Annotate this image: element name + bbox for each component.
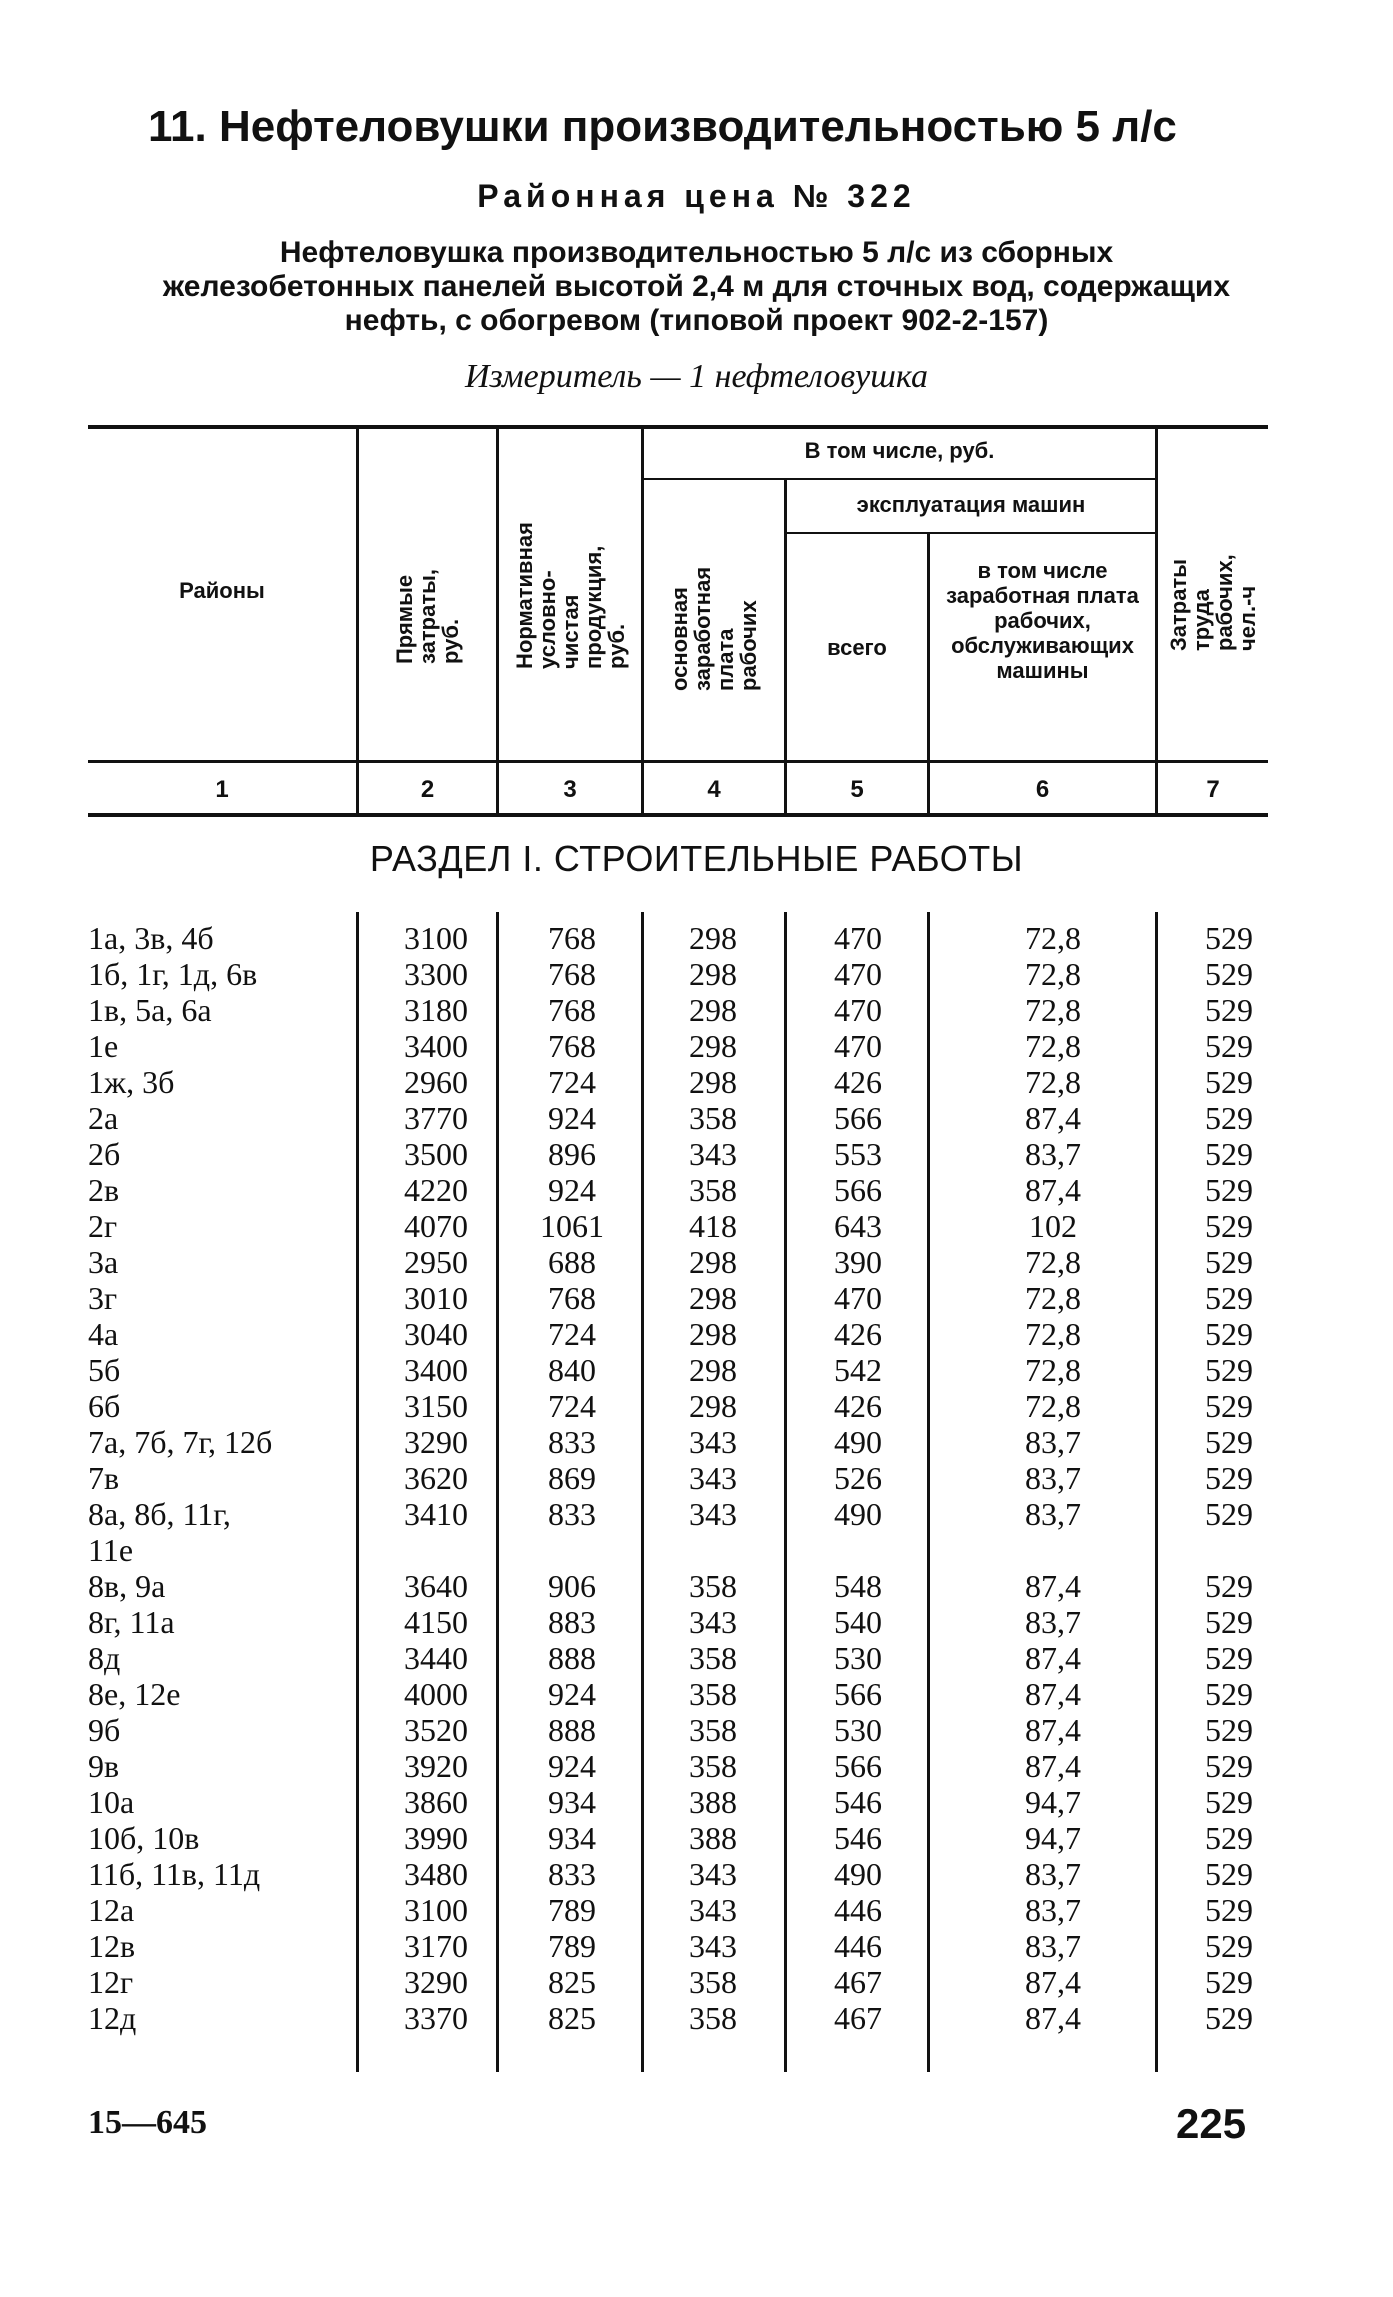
cell-direct-costs: 2950 <box>404 1244 468 1280</box>
table-row <box>88 1208 1268 1244</box>
cell-base-wage: 298 <box>689 1388 737 1424</box>
cell-base-wage: 358 <box>689 1712 737 1748</box>
cell-normative: 789 <box>548 1892 596 1928</box>
table-row <box>88 1604 1268 1640</box>
cell-labor: 529 <box>1205 1676 1253 1712</box>
table-row <box>88 920 1268 956</box>
cell-regions: 8д <box>88 1640 121 1676</box>
table-row <box>88 1712 1268 1748</box>
table-row <box>88 1568 1268 1604</box>
cell-regions: 12в <box>88 1928 136 1964</box>
cell-base-wage: 343 <box>689 1136 737 1172</box>
cell-machine-wage: 72,8 <box>1025 1316 1081 1352</box>
table-row <box>88 1064 1268 1100</box>
cell-labor: 529 <box>1205 1496 1253 1532</box>
cell-machine-total: 470 <box>834 956 882 992</box>
cell-regions: 12а <box>88 1892 135 1928</box>
cell-normative: 724 <box>548 1316 596 1352</box>
cell-direct-costs: 3480 <box>404 1856 468 1892</box>
cell-regions: 1б, 1г, 1д, 6в <box>88 956 258 992</box>
cell-regions: 1а, 3в, 4б <box>88 920 214 956</box>
header-machine-total: всего <box>827 635 887 660</box>
item-description <box>80 236 1313 338</box>
header-including: В том числе, руб. <box>804 438 995 463</box>
cell-machine-total: 530 <box>834 1640 882 1676</box>
cell-machine-wage: 72,8 <box>1025 1028 1081 1064</box>
cell-labor: 529 <box>1205 920 1253 956</box>
cell-normative: 924 <box>548 1748 596 1784</box>
cell-machine-wage: 83,7 <box>1025 1136 1081 1172</box>
table-row <box>88 1820 1268 1856</box>
cell-regions: 3а <box>88 1244 119 1280</box>
cell-normative: 934 <box>548 1820 596 1856</box>
cell-machine-total: 542 <box>834 1352 882 1388</box>
cell-machine-total: 426 <box>834 1316 882 1352</box>
cell-machine-total: 546 <box>834 1820 882 1856</box>
number-row-rule <box>88 813 1268 817</box>
cell-regions: 8г, 11а <box>88 1604 175 1640</box>
cell-machine-wage: 83,7 <box>1025 1604 1081 1640</box>
table-top-rule <box>88 425 1268 429</box>
cell-base-wage: 358 <box>689 2000 737 2036</box>
cell-base-wage: 298 <box>689 992 737 1028</box>
cell-regions: 10б, 10в <box>88 1820 200 1856</box>
cell-base-wage: 358 <box>689 1676 737 1712</box>
header-normative: Нормативная условно-чистая продукция, руб. <box>511 522 629 669</box>
cell-labor: 529 <box>1205 1028 1253 1064</box>
cell-direct-costs: 3010 <box>404 1280 468 1316</box>
cell-direct-costs: 3400 <box>404 1352 468 1388</box>
cell-labor: 529 <box>1205 1064 1253 1100</box>
cell-base-wage: 343 <box>689 1856 737 1892</box>
table-row <box>88 1172 1268 1208</box>
cell-normative: 883 <box>548 1604 596 1640</box>
cell-labor: 529 <box>1205 992 1253 1028</box>
cell-base-wage: 343 <box>689 1928 737 1964</box>
cell-base-wage: 298 <box>689 1028 737 1064</box>
cell-labor: 529 <box>1205 1820 1253 1856</box>
cell-labor: 529 <box>1205 1100 1253 1136</box>
cell-base-wage: 298 <box>689 1244 737 1280</box>
cell-machine-wage: 83,7 <box>1025 1856 1081 1892</box>
cell-machine-total: 490 <box>834 1496 882 1532</box>
cell-machine-wage: 94,7 <box>1025 1820 1081 1856</box>
cell-labor: 529 <box>1205 1460 1253 1496</box>
cell-base-wage: 388 <box>689 1784 737 1820</box>
cell-normative: 888 <box>548 1712 596 1748</box>
cell-direct-costs: 4070 <box>404 1208 468 1244</box>
cell-machine-wage: 83,7 <box>1025 1928 1081 1964</box>
cell-regions: 8в, 9а <box>88 1568 166 1604</box>
cell-normative: 840 <box>548 1352 596 1388</box>
cell-labor: 529 <box>1205 2000 1253 2036</box>
cell-machine-total: 426 <box>834 1064 882 1100</box>
table-row <box>88 1748 1268 1784</box>
cell-normative: 924 <box>548 1172 596 1208</box>
table-row <box>88 1784 1268 1820</box>
cell-machine-total: 446 <box>834 1892 882 1928</box>
cell-normative: 1061 <box>540 1208 604 1244</box>
cell-direct-costs: 4150 <box>404 1604 468 1640</box>
cell-machine-total: 467 <box>834 1964 882 2000</box>
cell-base-wage: 298 <box>689 920 737 956</box>
cell-direct-costs: 3770 <box>404 1100 468 1136</box>
cell-machine-total: 566 <box>834 1172 882 1208</box>
cell-base-wage: 343 <box>689 1460 737 1496</box>
cell-regions: 4а <box>88 1316 119 1352</box>
cell-regions: 5б <box>88 1352 121 1388</box>
cell-base-wage: 358 <box>689 1568 737 1604</box>
cell-normative: 833 <box>548 1424 596 1460</box>
cell-base-wage: 358 <box>689 1964 737 2000</box>
cell-base-wage: 343 <box>689 1604 737 1640</box>
cell-machine-total: 553 <box>834 1136 882 1172</box>
cell-normative: 924 <box>548 1100 596 1136</box>
cell-machine-total: 548 <box>834 1568 882 1604</box>
cell-machine-total: 390 <box>834 1244 882 1280</box>
cell-direct-costs: 3860 <box>404 1784 468 1820</box>
cell-direct-costs: 3100 <box>404 1892 468 1928</box>
cell-normative: 906 <box>548 1568 596 1604</box>
cell-labor: 529 <box>1205 1892 1253 1928</box>
cell-machine-total: 546 <box>834 1784 882 1820</box>
page-number: 225 <box>1176 2100 1247 2147</box>
header-base-wage: основная заработная плата рабочих <box>667 566 761 691</box>
price-table-body <box>88 920 1268 2036</box>
cell-labor: 529 <box>1205 1928 1253 1964</box>
cell-machine-wage: 87,4 <box>1025 1712 1081 1748</box>
cell-direct-costs: 3440 <box>404 1640 468 1676</box>
cell-direct-costs: 3370 <box>404 2000 468 2036</box>
table-row <box>88 2000 1268 2036</box>
cell-machine-total: 566 <box>834 1100 882 1136</box>
column-number: 4 <box>707 776 721 803</box>
cell-labor: 529 <box>1205 1172 1253 1208</box>
cell-machine-total: 490 <box>834 1424 882 1460</box>
cell-regions: 1е <box>88 1028 119 1064</box>
cell-labor: 529 <box>1205 1280 1253 1316</box>
cell-regions: 7в <box>88 1460 120 1496</box>
cell-regions: 12г <box>88 1964 134 2000</box>
cell-regions: 7а, 7б, 7г, 12б <box>88 1424 273 1460</box>
table-row <box>88 1352 1268 1388</box>
cell-machine-wage: 102 <box>1029 1208 1077 1244</box>
cell-direct-costs: 4220 <box>404 1172 468 1208</box>
column-number: 1 <box>215 776 229 803</box>
cell-direct-costs: 2960 <box>404 1064 468 1100</box>
page-heading: 11. Нефтеловушки производительностью 5 л/с <box>148 102 1177 151</box>
cell-normative: 768 <box>548 1028 596 1064</box>
cell-machine-wage: 83,7 <box>1025 1496 1081 1532</box>
cell-regions: 10а <box>88 1784 135 1820</box>
cell-normative: 934 <box>548 1784 596 1820</box>
cell-base-wage: 388 <box>689 1820 737 1856</box>
cell-machine-wage: 72,8 <box>1025 1352 1081 1388</box>
table-row <box>88 1028 1268 1064</box>
cell-direct-costs: 3990 <box>404 1820 468 1856</box>
cell-direct-costs: 3170 <box>404 1928 468 1964</box>
table-row <box>88 1496 1268 1568</box>
cell-direct-costs: 3920 <box>404 1748 468 1784</box>
description-line: нефть, с обогревом (типовой проект 902-2-157) <box>344 304 1049 337</box>
cell-labor: 529 <box>1205 1388 1253 1424</box>
cell-labor: 529 <box>1205 1856 1253 1892</box>
cell-regions: 8а, 8б, 11г, 11е <box>88 1496 231 1568</box>
cell-machine-wage: 83,7 <box>1025 1424 1081 1460</box>
cell-machine-wage: 87,4 <box>1025 1964 1081 2000</box>
cell-base-wage: 343 <box>689 1892 737 1928</box>
cell-normative: 869 <box>548 1460 596 1496</box>
cell-machine-wage: 87,4 <box>1025 1172 1081 1208</box>
cell-labor: 529 <box>1205 1640 1253 1676</box>
table-row <box>88 1424 1268 1460</box>
cell-regions: 12д <box>88 2000 137 2036</box>
column-number: 5 <box>850 776 864 803</box>
cell-machine-total: 470 <box>834 992 882 1028</box>
table-row <box>88 1136 1268 1172</box>
cell-direct-costs: 3290 <box>404 1964 468 2000</box>
cell-machine-wage: 87,4 <box>1025 2000 1081 2036</box>
cell-direct-costs: 3520 <box>404 1712 468 1748</box>
cell-regions: 1в, 5а, 6а <box>88 992 212 1028</box>
table-row <box>88 1676 1268 1712</box>
table-row <box>88 1928 1268 1964</box>
section-heading: РАЗДЕЛ I. СТРОИТЕЛЬНЫЕ РАБОТЫ <box>369 838 1024 879</box>
cell-base-wage: 358 <box>689 1640 737 1676</box>
cell-regions: 2г <box>88 1208 118 1244</box>
header-labor: Затраты труда рабочих, чел.-ч <box>1166 553 1260 651</box>
cell-base-wage: 358 <box>689 1748 737 1784</box>
cell-base-wage: 418 <box>689 1208 737 1244</box>
cell-normative: 924 <box>548 1676 596 1712</box>
cell-base-wage: 298 <box>689 1316 737 1352</box>
cell-regions: 2в <box>88 1172 120 1208</box>
cell-machine-total: 566 <box>834 1676 882 1712</box>
cell-normative: 888 <box>548 1640 596 1676</box>
header-machine-wage: в том числе заработная плата рабочих, обслуживающих машины <box>946 558 1139 683</box>
cell-machine-total: 470 <box>834 920 882 956</box>
cell-normative: 724 <box>548 1388 596 1424</box>
cell-machine-wage: 72,8 <box>1025 956 1081 992</box>
cell-machine-wage: 87,4 <box>1025 1100 1081 1136</box>
cell-machine-total: 490 <box>834 1856 882 1892</box>
column-number: 7 <box>1206 776 1220 803</box>
cell-machine-wage: 83,7 <box>1025 1460 1081 1496</box>
cell-direct-costs: 3410 <box>404 1496 468 1532</box>
cell-base-wage: 343 <box>689 1496 737 1532</box>
cell-machine-wage: 72,8 <box>1025 1280 1081 1316</box>
cell-machine-wage: 87,4 <box>1025 1568 1081 1604</box>
table-row <box>88 1316 1268 1352</box>
cell-machine-wage: 94,7 <box>1025 1784 1081 1820</box>
cell-direct-costs: 3290 <box>404 1424 468 1460</box>
cell-base-wage: 298 <box>689 1064 737 1100</box>
table-row <box>88 1460 1268 1496</box>
table-row <box>88 1964 1268 2000</box>
cell-machine-wage: 72,8 <box>1025 920 1081 956</box>
cell-regions: 2б <box>88 1136 121 1172</box>
cell-direct-costs: 3180 <box>404 992 468 1028</box>
cell-normative: 825 <box>548 1964 596 2000</box>
table-row <box>88 1244 1268 1280</box>
cell-machine-total: 446 <box>834 1928 882 1964</box>
cell-normative: 768 <box>548 992 596 1028</box>
cell-machine-wage: 87,4 <box>1025 1676 1081 1712</box>
cell-labor: 529 <box>1205 1748 1253 1784</box>
cell-direct-costs: 3040 <box>404 1316 468 1352</box>
footer-code: 15—645 <box>88 2104 207 2141</box>
cell-normative: 896 <box>548 1136 596 1172</box>
cell-machine-total: 566 <box>834 1748 882 1784</box>
cell-regions: 1ж, 3б <box>88 1064 175 1100</box>
cell-labor: 529 <box>1205 1964 1253 2000</box>
cell-labor: 529 <box>1205 1208 1253 1244</box>
cell-machine-wage: 83,7 <box>1025 1892 1081 1928</box>
table-row <box>88 1100 1268 1136</box>
description-line: железобетонных панелей высотой 2,4 м для сточных вод, содержащих <box>162 270 1231 303</box>
cell-machine-total: 467 <box>834 2000 882 2036</box>
header-regions: Районы <box>179 578 265 603</box>
cell-machine-total: 426 <box>834 1388 882 1424</box>
cell-machine-wage: 72,8 <box>1025 1244 1081 1280</box>
price-title: Районная цена № 322 <box>477 178 916 214</box>
cell-direct-costs: 3150 <box>404 1388 468 1424</box>
column-number: 6 <box>1035 776 1050 803</box>
cell-normative: 768 <box>548 956 596 992</box>
cell-machine-total: 530 <box>834 1712 882 1748</box>
header-bottom-rule <box>88 760 1268 763</box>
cell-normative: 789 <box>548 1928 596 1964</box>
cell-base-wage: 343 <box>689 1424 737 1460</box>
cell-machine-total: 470 <box>834 1028 882 1064</box>
cell-labor: 529 <box>1205 1244 1253 1280</box>
meter-label: Измеритель — 1 нефтеловушка <box>464 358 928 395</box>
table-row <box>88 1892 1268 1928</box>
cell-machine-total: 470 <box>834 1280 882 1316</box>
cell-regions: 9в <box>88 1748 120 1784</box>
including-rule <box>643 478 1157 480</box>
description-line: Нефтеловушка производительностью 5 л/с из сборных <box>279 236 1114 269</box>
cell-normative: 688 <box>548 1244 596 1280</box>
cell-normative: 724 <box>548 1064 596 1100</box>
cell-direct-costs: 3400 <box>404 1028 468 1064</box>
machine-ops-rule <box>786 532 1157 534</box>
header-machine-ops: эксплуатация машин <box>856 492 1086 517</box>
cell-labor: 529 <box>1205 1784 1253 1820</box>
cell-labor: 529 <box>1205 1352 1253 1388</box>
cell-direct-costs: 4000 <box>404 1676 468 1712</box>
cell-labor: 529 <box>1205 1316 1253 1352</box>
cell-normative: 768 <box>548 1280 596 1316</box>
cell-labor: 529 <box>1205 956 1253 992</box>
cell-regions: 2а <box>88 1100 119 1136</box>
cell-labor: 529 <box>1205 1136 1253 1172</box>
cell-normative: 768 <box>548 920 596 956</box>
cell-direct-costs: 3620 <box>404 1460 468 1496</box>
cell-machine-total: 643 <box>834 1208 882 1244</box>
table-row <box>88 1856 1268 1892</box>
table-row <box>88 992 1268 1028</box>
table-row <box>88 956 1268 992</box>
cell-regions: 9б <box>88 1712 121 1748</box>
cell-base-wage: 298 <box>689 1280 737 1316</box>
cell-labor: 529 <box>1205 1712 1253 1748</box>
cell-machine-wage: 72,8 <box>1025 1388 1081 1424</box>
cell-base-wage: 358 <box>689 1172 737 1208</box>
cell-direct-costs: 3300 <box>404 956 468 992</box>
table-row <box>88 1280 1268 1316</box>
cell-labor: 529 <box>1205 1568 1253 1604</box>
cell-machine-wage: 87,4 <box>1025 1748 1081 1784</box>
cell-machine-wage: 72,8 <box>1025 1064 1081 1100</box>
cell-base-wage: 298 <box>689 956 737 992</box>
cell-direct-costs: 3100 <box>404 920 468 956</box>
column-number: 3 <box>563 776 577 803</box>
cell-normative: 825 <box>548 2000 596 2036</box>
cell-base-wage: 358 <box>689 1100 737 1136</box>
header-col-divider <box>927 534 930 813</box>
cell-normative: 833 <box>548 1856 596 1892</box>
column-number: 2 <box>420 776 435 803</box>
cell-machine-total: 540 <box>834 1604 882 1640</box>
cell-regions: 3г <box>88 1280 118 1316</box>
cell-regions: 6б <box>88 1388 121 1424</box>
table-row <box>88 1388 1268 1424</box>
header-direct-costs: Прямые затраты, руб. <box>392 568 463 664</box>
cell-labor: 529 <box>1205 1604 1253 1640</box>
cell-direct-costs: 3640 <box>404 1568 468 1604</box>
cell-regions: 11б, 11в, 11д <box>88 1856 261 1892</box>
cell-labor: 529 <box>1205 1424 1253 1460</box>
cell-regions: 8е, 12е <box>88 1676 181 1712</box>
cell-machine-wage: 87,4 <box>1025 1640 1081 1676</box>
cell-machine-wage: 72,8 <box>1025 992 1081 1028</box>
table-row <box>88 1640 1268 1676</box>
cell-direct-costs: 3500 <box>404 1136 468 1172</box>
cell-machine-total: 526 <box>834 1460 882 1496</box>
cell-normative: 833 <box>548 1496 596 1532</box>
cell-base-wage: 298 <box>689 1352 737 1388</box>
